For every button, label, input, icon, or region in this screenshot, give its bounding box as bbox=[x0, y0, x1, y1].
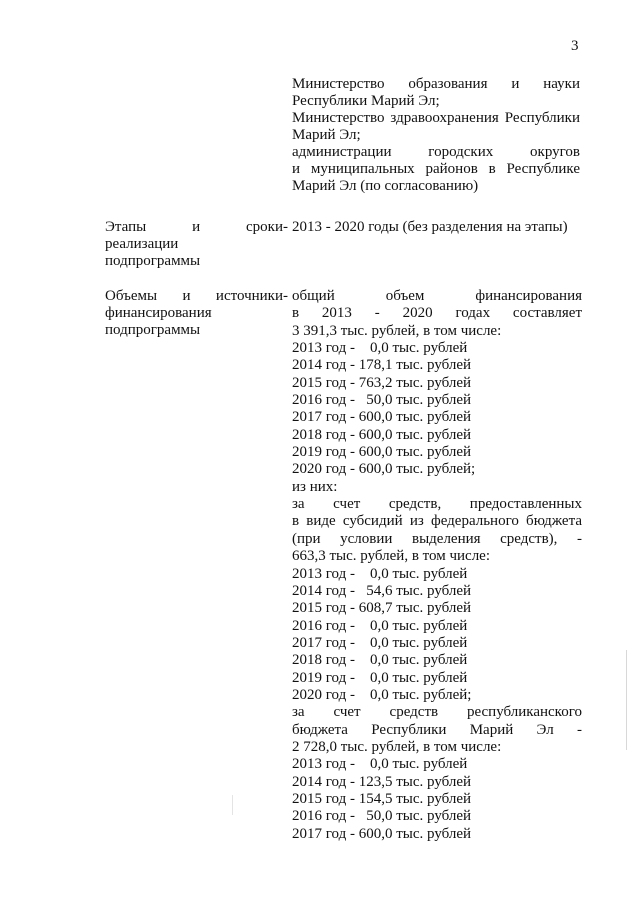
finance-value-line: за счет средств, предоставленных bbox=[292, 496, 582, 513]
finance-value-line: 2017 год - 600,0 тыс. рублей bbox=[292, 409, 472, 426]
executors-line: Республики Марий Эл; bbox=[292, 93, 440, 109]
stages-label bbox=[105, 219, 283, 270]
executors-line: Марий Эл (по согласованию) bbox=[292, 178, 479, 194]
finance-value-line: в 2013 - 2020 годах составляет bbox=[292, 305, 582, 322]
finance-value-line: за счет средств республиканского bbox=[292, 704, 582, 721]
finance-value-line: 2020 год - 600,0 тыс. рублей; bbox=[292, 461, 476, 478]
finance-dash: - bbox=[283, 288, 288, 304]
finance-value-line: 663,3 тыс. рублей, в том числе: bbox=[292, 548, 491, 565]
finance-value-line: 2016 год - 50,0 тыс. рублей bbox=[292, 808, 472, 825]
finance-value-line: 2020 год - 0,0 тыс. рублей; bbox=[292, 686, 472, 703]
finance-value-line: 2018 год - 600,0 тыс. рублей bbox=[292, 426, 472, 443]
finance-value-line: 2017 год - 600,0 тыс. рублей bbox=[292, 825, 472, 842]
finance-label bbox=[105, 288, 283, 339]
finance-value-line: 2013 год - 0,0 тыс. рублей bbox=[292, 565, 468, 582]
finance-value-line: 2017 год - 0,0 тыс. рублей bbox=[292, 634, 468, 651]
finance-value-line: 2015 год - 608,7 тыс. рублей bbox=[292, 600, 472, 617]
page-number: 3 bbox=[571, 38, 579, 54]
finance-value-line: 2014 год - 123,5 тыс. рублей bbox=[292, 773, 472, 790]
finance-value-line: 2019 год - 600,0 тыс. рублей bbox=[292, 444, 472, 461]
stages-dash: - bbox=[283, 219, 288, 235]
finance-label-line: Объемы и источники bbox=[105, 288, 283, 304]
stages-label-line: реализации bbox=[105, 236, 179, 252]
stages-value bbox=[292, 219, 582, 236]
scan-artifact-line bbox=[232, 795, 233, 815]
finance-value-line: в виде субсидий из федерального бюджета bbox=[292, 513, 582, 530]
executors-line: Министерство здравоохранения Республики bbox=[292, 110, 580, 126]
finance-value-line: бюджета Республики Марий Эл - bbox=[292, 721, 582, 738]
finance-value-line: 2014 год - 54,6 тыс. рублей bbox=[292, 582, 472, 599]
finance-value bbox=[292, 288, 582, 843]
executors-line: Министерство образования и науки bbox=[292, 76, 580, 92]
finance-value-line: 2014 год - 178,1 тыс. рублей bbox=[292, 357, 472, 374]
finance-value-line: 2015 год - 154,5 тыс. рублей bbox=[292, 790, 472, 807]
finance-value-line: 2013 год - 0,0 тыс. рублей bbox=[292, 756, 468, 773]
finance-value-line: 3 391,3 тыс. рублей, в том числе: bbox=[292, 322, 502, 339]
finance-value-line: общий объем финансирования bbox=[292, 288, 582, 304]
finance-value-line: 2 728,0 тыс. рублей, в том числе: bbox=[292, 738, 502, 755]
finance-label-line: финансирования bbox=[105, 305, 212, 321]
stages-label-line: подпрограммы bbox=[105, 253, 201, 269]
finance-value-line: 2016 год - 0,0 тыс. рублей bbox=[292, 617, 468, 634]
executors-block bbox=[292, 76, 580, 195]
finance-value-line: 2019 год - 0,0 тыс. рублей bbox=[292, 669, 468, 686]
finance-value-line: 2013 год - 0,0 тыс. рублей bbox=[292, 340, 468, 357]
executors-line: и муниципальных районов в Республике bbox=[292, 161, 580, 177]
executors-line: администрации городских округов bbox=[292, 144, 580, 160]
finance-value-line: 2015 год - 763,2 тыс. рублей bbox=[292, 374, 472, 391]
executors-line: Марий Эл; bbox=[292, 127, 361, 143]
stages-label-line: Этапы и сроки bbox=[105, 219, 283, 235]
finance-label-line: подпрограммы bbox=[105, 322, 201, 338]
finance-value-line: 2018 год - 0,0 тыс. рублей bbox=[292, 652, 468, 669]
scan-artifact-line bbox=[626, 650, 627, 750]
finance-value-line: из них: bbox=[292, 478, 338, 495]
finance-value-line: 2016 год - 50,0 тыс. рублей bbox=[292, 392, 472, 409]
stages-value-line: 2013 - 2020 годы (без разделения на этапы) bbox=[292, 219, 568, 235]
finance-value-line: (при условии выделения средств), - bbox=[292, 530, 582, 547]
